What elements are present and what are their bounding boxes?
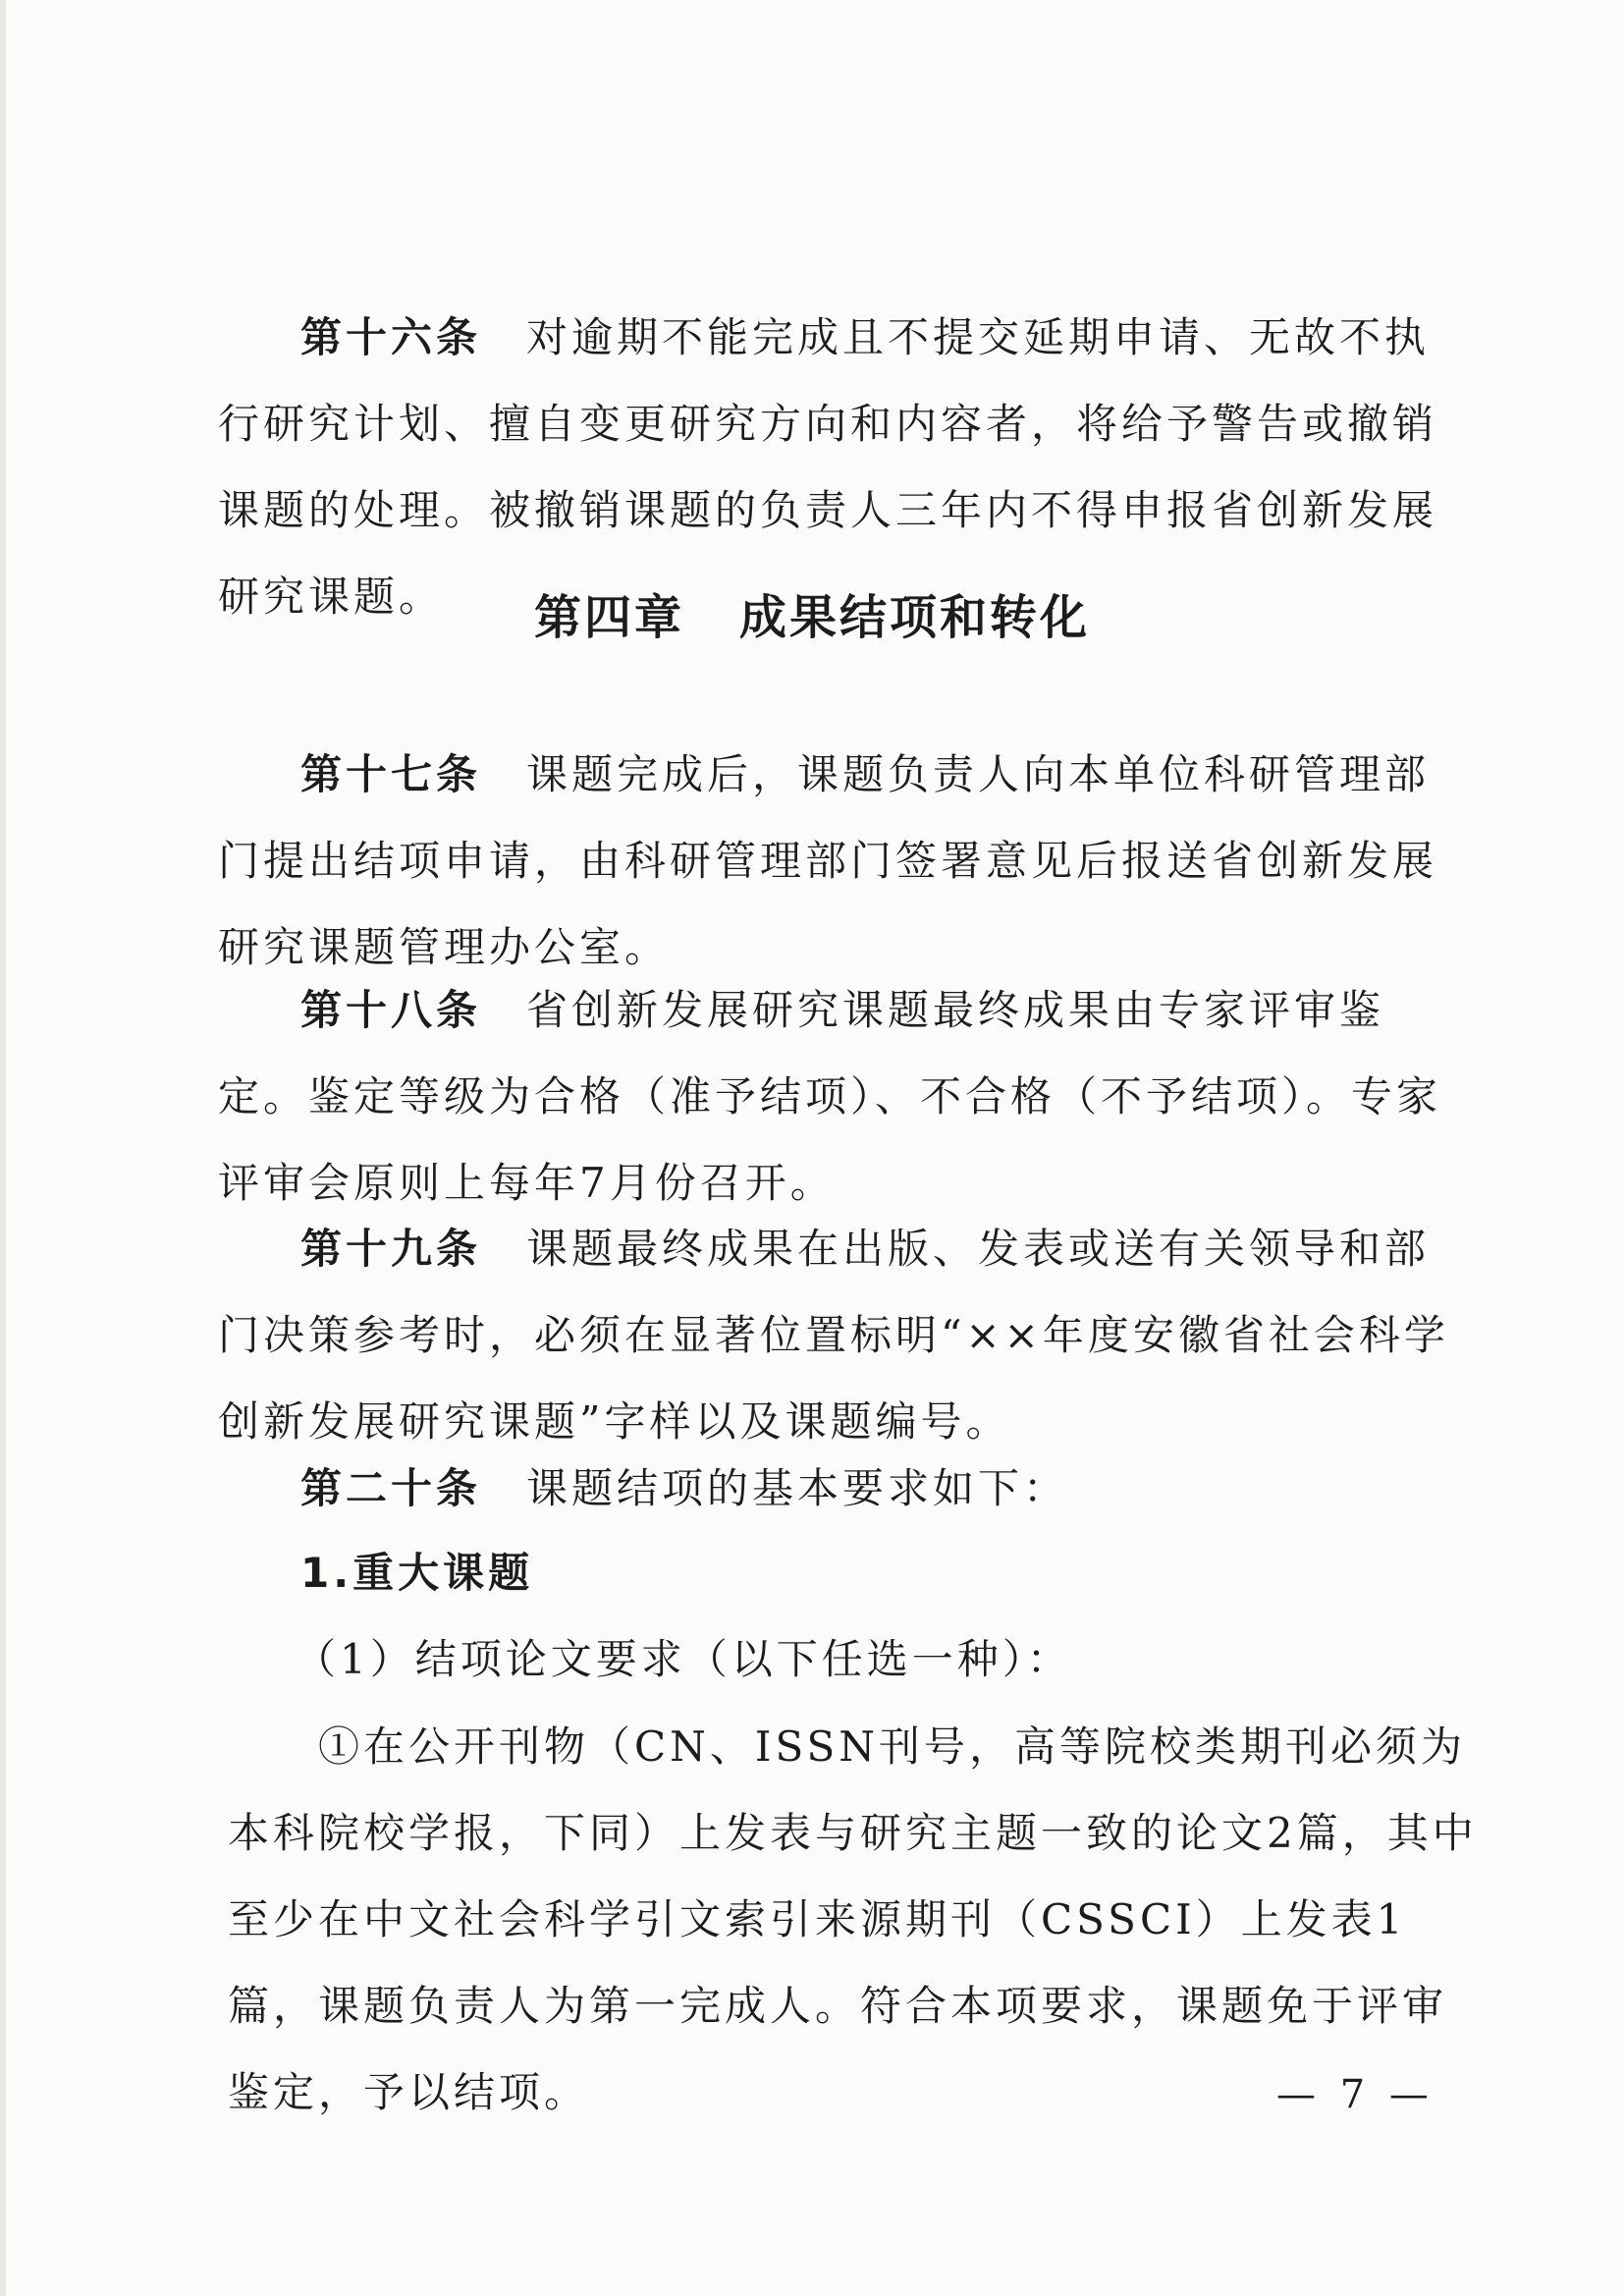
chapter-heading — [0, 579, 1624, 647]
scan-edge — [0, 0, 6, 2296]
article-20-text: 课题结项的基本要求如下： — [526, 1464, 1069, 1512]
chapter-title: 成果结项和转化 — [739, 590, 1091, 645]
chapter-number: 第四章 — [533, 590, 684, 645]
article-18-text: 省创新发展研究课题最终成果由专家评审鉴定。鉴定等级为合格（准予结项）、不合格（不予结项）。专家评审会原则上每年7月份召开。 — [218, 986, 1442, 1207]
article-17 — [218, 732, 1475, 991]
article-19 — [218, 1206, 1475, 1465]
article-19-head: 第十九条 — [300, 1225, 482, 1273]
article-18-head: 第十八条 — [300, 986, 482, 1034]
article-17-text: 课题完成后，课题负责人向本单位科研管理部门提出结项申请，由科研管理部门签署意见后报送省创新发展研究课题管理办公室。 — [218, 750, 1438, 971]
article-18 — [218, 967, 1475, 1227]
article-17-head: 第十七条 — [300, 750, 482, 798]
item-paper-option-1: ①在公开刊物（CN、ISSN刊号，高等院校类期刊必须为本科院校学报，下同）上发表与研究主题一致的论文2篇，其中至少在中文社会科学引文索引来源期刊（CSSCI）上发表1篇，课题负责人为第一完成人。符合本项要求，课题免于评审鉴定，予以结项。 — [228, 1722, 1478, 2116]
item-paper-requirement: （1）结项论文要求（以下任选一种）： — [295, 1635, 1072, 1683]
article-16-text: 对逾期不能完成且不提交延期申请、无故不执行研究计划、擅自变更研究方向和内容者，将给予警告或撤销课题的处理。被撤销课题的负责人三年内不得申报省创新发展研究课题。 — [218, 313, 1438, 621]
item-major-topic: 1.重大课题 — [300, 1549, 534, 1597]
article-19-text: 课题最终成果在出版、发表或送有关领导和部门决策参考时，必须在显著位置标明“××年度安徽省社会科学创新发展研究课题”字样以及课题编号。 — [218, 1225, 1449, 1446]
article-20 — [218, 1446, 1475, 1532]
article-16-head: 第十六条 — [300, 313, 482, 361]
article-20-head: 第二十条 — [300, 1464, 482, 1512]
page-number: — 7 — — [1276, 2072, 1435, 2117]
